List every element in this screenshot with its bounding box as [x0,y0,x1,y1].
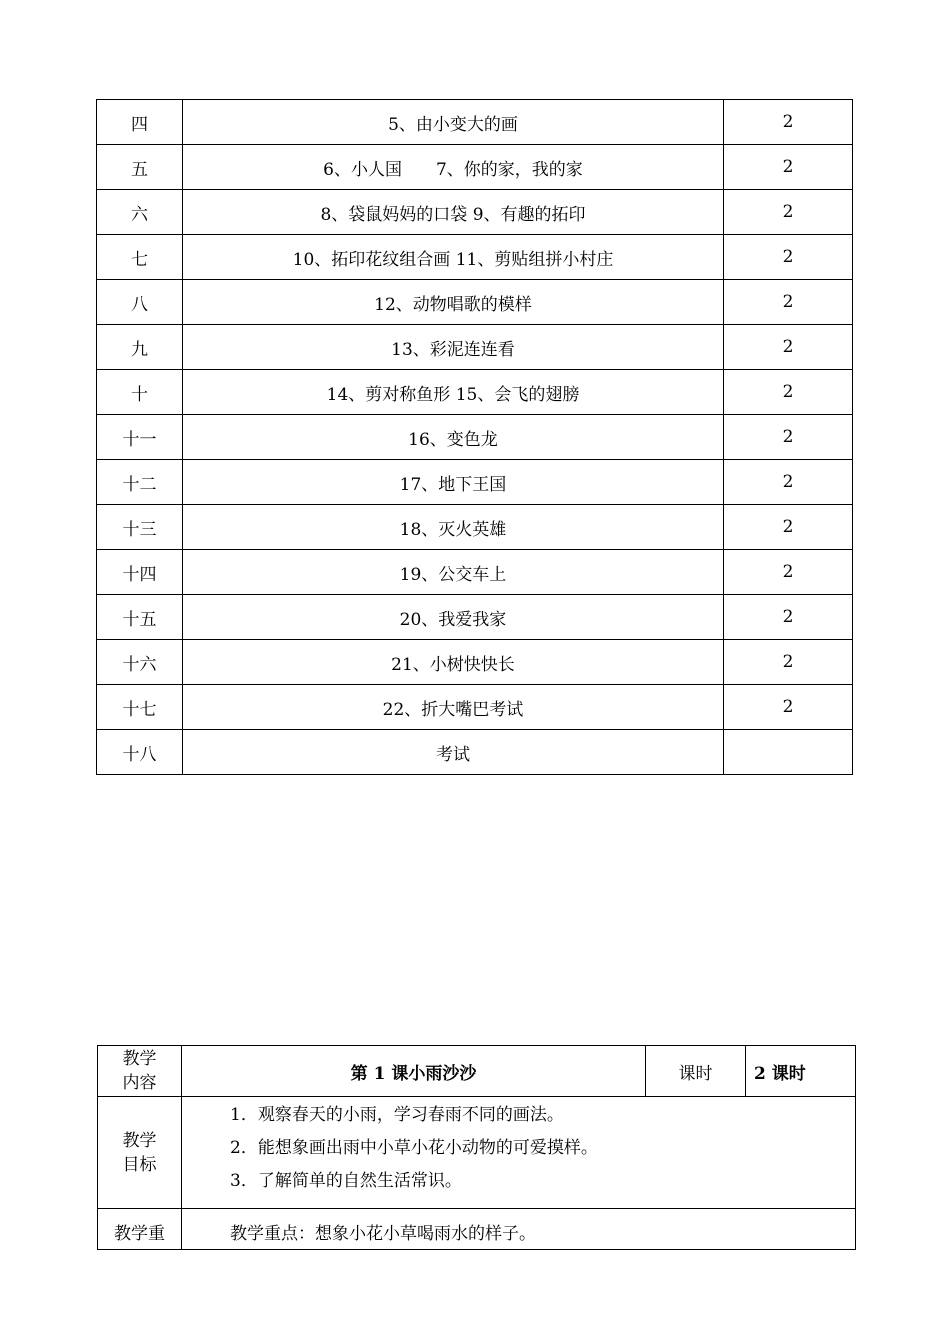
goals-label-line-2: 目标 [122,1154,157,1175]
week-cell: 十六 [97,640,183,685]
schedule-row [97,325,853,370]
schedule-row [97,190,853,235]
week-cell: 六 [97,190,183,235]
goal-item: 2．能想象画出雨中小草小花小动物的可爱摸样。 [230,1138,598,1158]
content-cell: 10、拓印花纹组合画 11、剪贴组拼小村庄 [183,235,724,280]
teaching-schedule-table [96,99,853,775]
content-cell: 20、我爱我家 [183,595,724,640]
week-cell: 十八 [97,730,183,775]
schedule-row [97,640,853,685]
week-cell: 十 [97,370,183,415]
schedule-row [97,100,853,145]
week-cell: 八 [97,280,183,325]
hours-cell: 2 [724,370,853,415]
key-label: 教学重 [98,1209,182,1250]
hours-cell: 2 [724,280,853,325]
content-cell: 考试 [183,730,724,775]
content-cell: 8、袋鼠妈妈的口袋 9、有趣的拓印 [183,190,724,235]
hours-label: 课时 [646,1046,746,1097]
lesson-header-row [98,1046,856,1097]
hours-cell: 2 [724,100,853,145]
schedule-row [97,235,853,280]
hours-cell: 2 [724,190,853,235]
lesson-plan-table [97,1045,856,1250]
lesson-goals-row [98,1097,856,1209]
hours-cell: 2 [724,640,853,685]
hours-cell: 2 [724,325,853,370]
content-cell: 18、灭火英雄 [183,505,724,550]
content-cell: 5、由小变大的画 [183,100,724,145]
hours-value: 2 课时 [746,1046,856,1097]
hours-cell: 2 [724,550,853,595]
schedule-row [97,685,853,730]
key-text: 教学重点：想象小花小草喝雨水的样子。 [182,1209,856,1250]
lesson-key-row [98,1209,856,1250]
schedule-row [97,550,853,595]
week-cell: 十一 [97,415,183,460]
week-cell: 十二 [97,460,183,505]
hours-cell: 2 [724,505,853,550]
content-label-line-2: 内容 [122,1073,157,1093]
goal-item: 1．观察春天的小雨，学习春雨不同的画法。 [230,1105,564,1125]
content-cell: 14、剪对称鱼形 15、会飞的翅膀 [183,370,724,415]
week-cell: 十五 [97,595,183,640]
hours-cell: 2 [724,235,853,280]
goal-item: 3．了解简单的自然生活常识。 [230,1171,462,1191]
content-cell: 19、公交车上 [183,550,724,595]
week-cell: 九 [97,325,183,370]
content-cell: 22、折大嘴巴考试 [183,685,724,730]
schedule-row [97,280,853,325]
week-cell: 七 [97,235,183,280]
content-label-line-1: 教学 [122,1049,157,1069]
week-cell: 五 [97,145,183,190]
content-cell: 21、小树快快长 [183,640,724,685]
hours-cell: 2 [724,595,853,640]
content-cell: 17、地下王国 [183,460,724,505]
week-cell: 十三 [97,505,183,550]
schedule-row [97,415,853,460]
schedule-row [97,505,853,550]
content-cell: 12、动物唱歌的模样 [183,280,724,325]
schedule-row [97,730,853,775]
content-cell: 13、彩泥连连看 [183,325,724,370]
content-label-cell [98,1046,182,1097]
schedule-body [97,100,853,775]
schedule-row [97,145,853,190]
week-cell: 十四 [97,550,183,595]
hours-cell: 2 [724,685,853,730]
content-cell: 6、小人国 7、你的家，我的家 [183,145,724,190]
hours-cell: 2 [724,460,853,505]
schedule-row [97,460,853,505]
week-cell: 十七 [97,685,183,730]
goals-label-line-1: 教学 [122,1130,157,1151]
hours-cell: 2 [724,415,853,460]
content-cell: 16、变色龙 [183,415,724,460]
schedule-row [97,370,853,415]
hours-cell: 2 [724,145,853,190]
goals-label-cell [98,1097,182,1209]
week-cell: 四 [97,100,183,145]
hours-cell [724,730,853,775]
goals-list [182,1097,856,1209]
schedule-row [97,595,853,640]
lesson-title: 第 1 课小雨沙沙 [182,1046,646,1097]
